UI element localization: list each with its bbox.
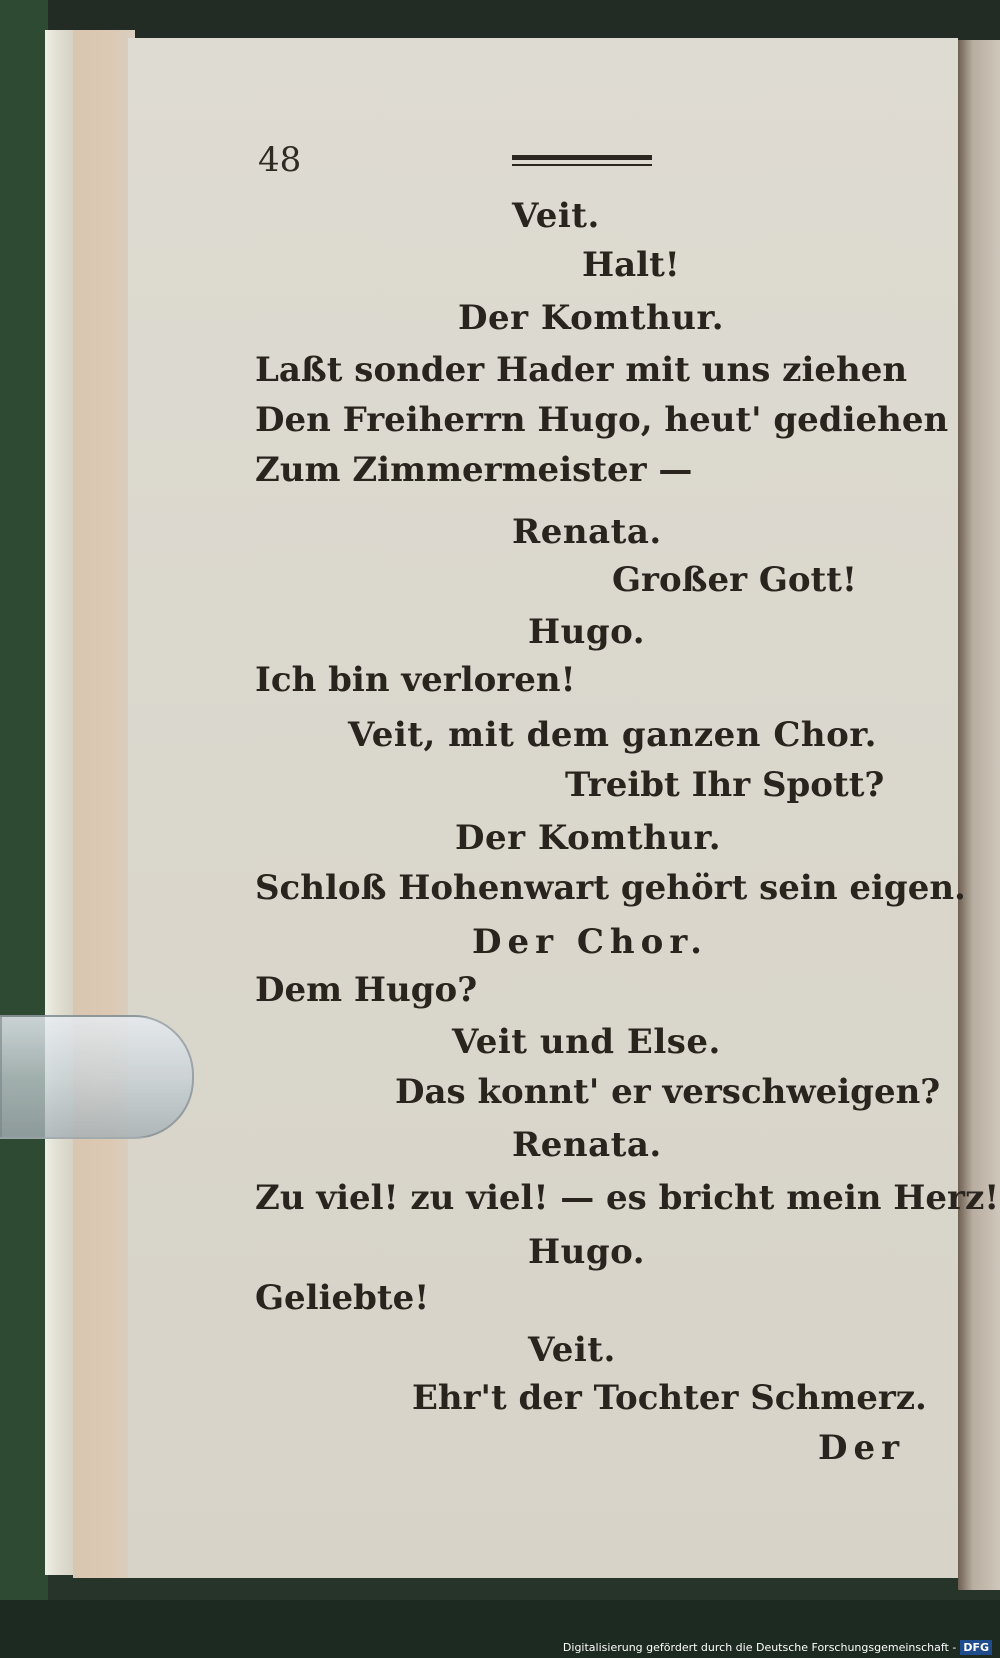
text-line: Veit, mit dem ganzen Chor. [348,715,877,755]
header-rule-thin [512,164,652,166]
header-rule-thick [512,155,652,160]
credit-text: Digitalisierung gefördert durch die Deutsche Forschungsgemeinschaft - [562,1641,957,1654]
text-line: Der Komthur. [455,818,722,858]
text-line: Treibt Ihr Spott? [565,765,885,805]
page-number: 48 [258,140,302,180]
text-line: Der Komthur. [458,298,725,338]
text-line: Schloß Hohenwart gehört sein eigen. [255,868,966,908]
text-line: Geliebte! [255,1278,430,1318]
text-line: Zu viel! zu viel! — es bricht mein Herz! [255,1178,1000,1218]
text-line: Der Chor. [472,922,708,962]
text-line: Ich bin verloren! [255,660,576,700]
text-line: Zum Zimmermeister — [255,450,693,490]
digitization-credit [563,1641,992,1654]
text-line: Großer Gott! [612,560,857,600]
dfg-logo: DFG [960,1640,992,1655]
text-line: Veit und Else. [452,1022,721,1062]
text-line: Veit. [512,196,600,236]
text-line: Hugo. [528,612,646,652]
text-line: Ehr't der Tochter Schmerz. [412,1378,927,1418]
text-line: Den Freiherrn Hugo, heut' gediehen [255,400,949,440]
text-line: Renata. [512,1125,662,1165]
page-edges [45,30,75,1575]
text-line: Hugo. [528,1232,646,1272]
background-left [0,0,48,1658]
text-line: Dem Hugo? [255,970,478,1010]
page-clip [0,1015,194,1139]
text-line: Halt! [582,245,680,285]
text-line: Renata. [512,512,662,552]
text-line: Das konnt' er verschweigen? [395,1072,941,1112]
catchword: Der [818,1428,906,1468]
text-line: Veit. [528,1330,616,1370]
next-leaf-edge [958,40,1000,1590]
text-line: Laßt sonder Hader mit uns ziehen [255,350,908,390]
page-gutter [73,30,135,1578]
